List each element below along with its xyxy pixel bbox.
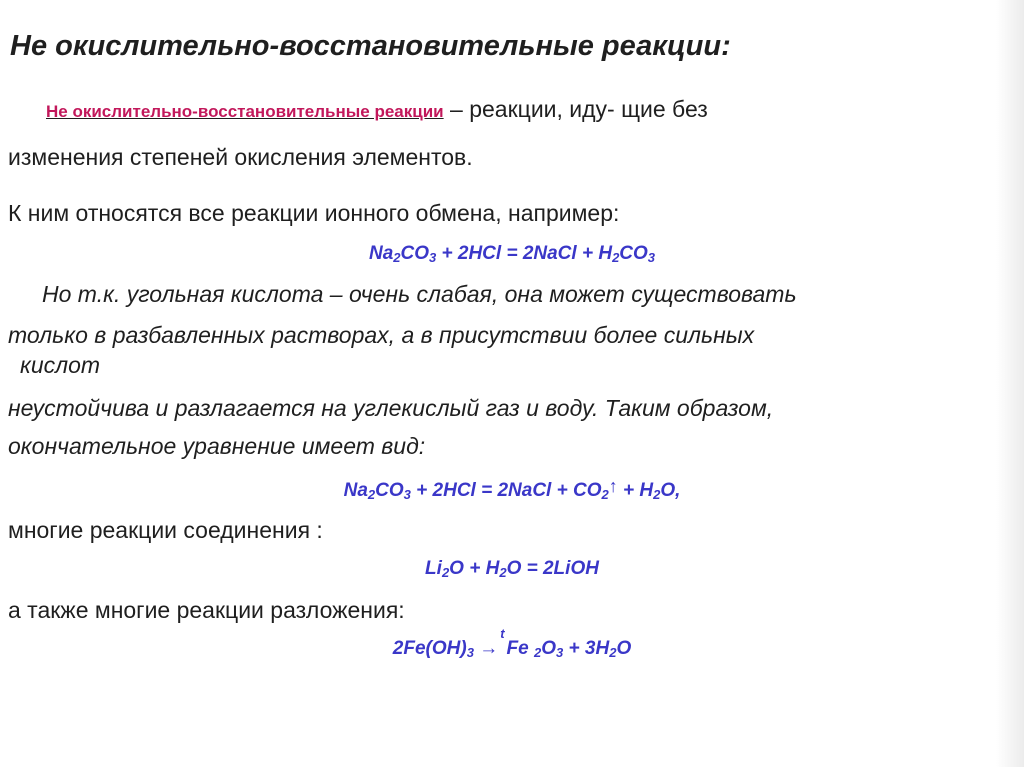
equation-1: $Na_2CO_3 + 2HCl$ = 2NaCl + $H_2CO_3$	[368, 243, 656, 265]
note-line-4: неустойчива и разлагается на углекислый газ и воду. Таким образом,	[8, 395, 774, 421]
note-line-2: только в разбавленных растворах, а в присутствии более сильных	[8, 322, 755, 348]
definition-term: Не окислительно-восстановительные реакции	[46, 102, 444, 121]
decomposition-intro: а также многие реакции разложения:	[8, 597, 405, 623]
equation-3: $Li_2O + H_2O$ = 2LiOH	[425, 558, 599, 580]
note-line-3: кислот	[20, 352, 101, 378]
slide-title: Не окислительно-восстановительные реакции:	[10, 30, 731, 62]
equation-4: $2Fe(OH)_3 \to^tFe$ $_2O_3 + 3H_2O$	[392, 626, 632, 660]
definition-line-2: изменения степеней окисления элементов.	[8, 144, 473, 170]
definition-rest-1: реакции, иду- щие без	[469, 96, 708, 122]
compound-intro: многие реакции соединения :	[8, 517, 323, 543]
note-line-5: окончательное уравнение имеет вид:	[8, 433, 426, 459]
equation-2: $Na_2CO_3 + 2HCl$ = 2NaCl + $CO_2↑ + H_2O$,	[343, 476, 681, 502]
ion-exchange-intro: К ним относятся все реакции ионного обмена, например:	[8, 200, 620, 226]
heat-mark: t	[500, 626, 505, 641]
definition-dash: –	[450, 96, 463, 122]
gas-arrow-icon: ↑	[608, 476, 618, 496]
definition-line-1	[46, 96, 708, 123]
note-line-1: Но т.к. угольная кислота – очень слабая, она может существовать	[42, 281, 797, 307]
reaction-arrow-icon: →	[479, 638, 499, 659]
